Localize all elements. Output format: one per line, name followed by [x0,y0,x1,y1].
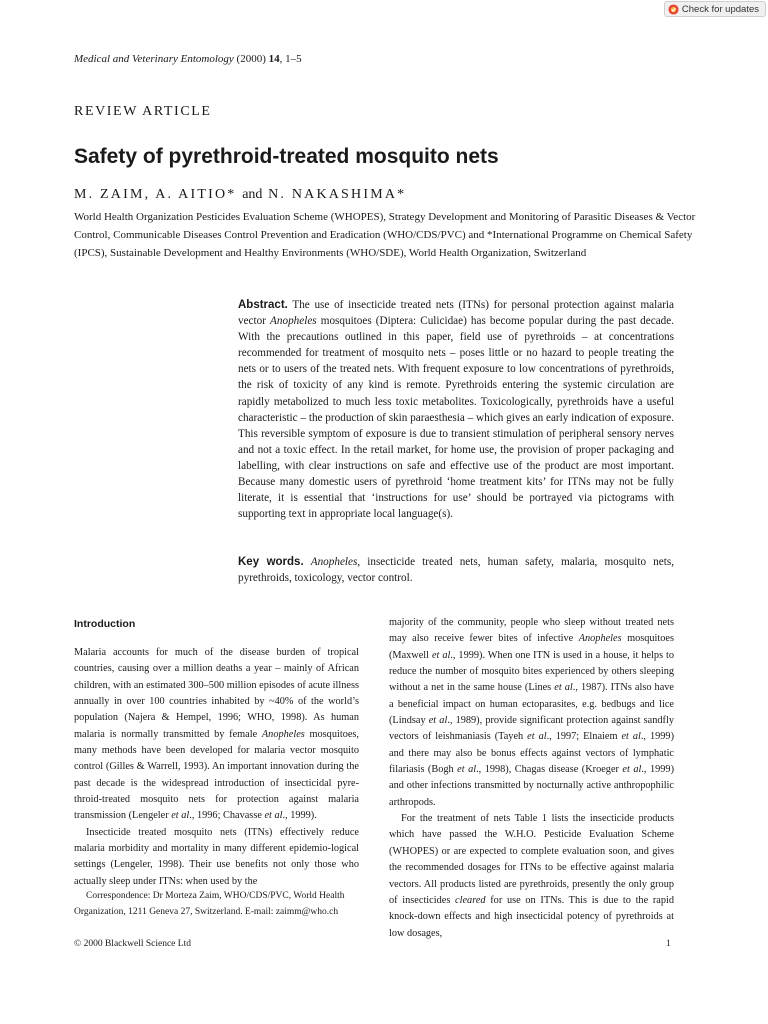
keywords-label: Key words. [238,556,304,568]
intro-p1-text-2: mosquitoes, many methods have been developed for malaria vector mosquito control (Gilles & Warrell, 1993). An important innovation during the past decade is the widespread introduction of insecticidal pyre-throid-treated mosquito nets for protection against malaria transmission (Lengeler [74,728,360,822]
page-number: 1 [666,939,671,949]
journal-volume: 14 [268,53,280,65]
body-column-right [389,615,674,942]
keywords-italic-1: Anopheles [310,556,358,568]
correspondence-footnote [74,888,362,920]
check-for-updates-button[interactable] [664,1,766,17]
journal-citation [74,52,302,66]
author-affiliation: World Health Organization Pesticides Evaluation Scheme (WHOPES), Strategy Development and Monitoring of Parasitic Diseases & Vector Control, Communicable Diseases Control Prevention and Eradication (WHO/CDS/PVC) and *International Programme on Chemical Safety (IPCS), Sustainable Development and Healthy Environments (WHO/SDE), World Health Organization, Switzerland [74,211,696,259]
right-p1-italic-1: Anopheles [578,633,622,645]
copyright-notice: © 2000 Blackwell Science Ltd [74,939,191,949]
right-p1-text-6: ., 1997; Elnaiem [546,731,622,743]
author-names-1: M. ZAIM, A. AITIO* [74,187,237,202]
abstract [238,297,674,522]
intro-p1-text-1: Malaria accounts for much of the disease burden of tropical countries, causing over a million deaths a year – mainly of African children, with an estimated 300–500 million episodes of acute illness annually in over 100 countries inhabited by ~40% of the world’s population (Najera & Hempel, 1996; WHO, 1998). As human malaria is normally transmitted by female [74,647,359,740]
author-list [74,187,406,203]
right-p1-text-8: ., 1998), Chagas disease (Kroeger [476,764,623,776]
journal-name: Medical and Veterinary Entomology [74,53,234,65]
journal-pages: , 1–5 [279,53,302,65]
right-paragraph-2 [389,811,674,942]
right-p1-italic-2: et al [431,649,451,661]
right-p1-text-5: ., 1989), provide significant protection against sandfly vectors of leishmaniasis (Tayeh [389,715,674,743]
intro-paragraph-1 [74,645,359,825]
right-p2-text-1: For the treatment of nets Table 1 lists the insecticide products which have passed the W.H.O. Pesticide Evaluation Scheme (WHOPES) or are expected to complete evaluation soon, and gives the recommended dosages for ITNs to be effective against malaria vectors. All products listed are pyrethroids, presently the only group of insecticides [389,813,674,906]
intro-p1-italic-3: et al [264,810,283,822]
abstract-text-2: mosquitoes (Diptera: Culicidae) has become popular during the past decade. With the precautions outlined in this paper, field use of pyrethroids – at concentrations recommended for treatment of mosquito nets – poses little or no hazard to people treating the nets or to users of the treated nets. With frequent exposure to low concentrations of pyrethroids, the risk of toxicity of any kind is remote. Pyrethroids entering the systemic circulation are rapidly metabolized to much less toxic metabolites. Toxicologically, pyrethroids have a useful characteristic – the production of skin paraesthesia – which gives an early indication of exposure. This reversible symptom of exposure is due to transient stimulation of peripheral sensory nerves and not a toxic effect. In the retail market, for home use, the provision of proper packaging and labelling, with clear instructions on safe and effective use of the product are most important. Because many domestic users of pyrethroid ‘home treatment kits’ for ITNs may not be fully literate, it is essential that ‘instructions for use’ should be portrayed via pictograms with supporting text in appropriate local language(s). [238,315,675,521]
right-p2-italic-1: cleared [455,894,486,906]
right-p1-italic-4: et al [428,715,448,727]
right-p1-italic-6: et al [621,731,641,743]
body-column-left [74,645,359,890]
paper-title: Safety of pyrethroid-treated mosquito nets [74,145,499,168]
article-type: REVIEW ARTICLE [74,104,212,119]
section-heading-introduction: Introduction [74,618,136,630]
abstract-italic-1: Anopheles [270,315,317,328]
intro-p1-text-3: ., 1996; Chavasse [189,810,265,822]
right-p1-text-1: majority of the community, people who sleep without treated nets may also receive fewer bites of infective [389,617,674,645]
author-conjunction: and [242,187,263,202]
right-p1-text-7: ., 1999) and there may also be bonus effects against vectors of lymphatic filariasis (Bogh [389,731,675,776]
right-p1-text-4: ., 1987). ITNs also have a beneficial impact on human ectoparasites, e.g. bedbugs and lice (Lindsay [389,682,674,727]
author-names-2: N. NAKASHIMA* [268,187,407,202]
intro-p1-text-4: ., 1999). [282,810,317,822]
right-p1-text-3: ., 1999). When one ITN is used in a house, it helps to reduce the number of mosquito bites experienced by others sleeping without a net in the same house (Lines [389,649,675,694]
intro-paragraph-2: Insecticide treated mosquito nets (ITNs) effectively reduce malaria morbidity and mortality in many different epidemio-logical settings (Lengeler, 1998). Their use benefits not only those who actually sleep under ITNs: when used by the [74,826,359,887]
correspondence-text: Correspondence: Dr Morteza Zaim, WHO/CDS/PVC, World Health Organization, 1211 Geneva 27, Switzerland. E-mail: zaimm@who.ch [74,891,345,917]
right-p2-text-2: for use on ITNs. This is due to the rapid knock-down effects and high insecticidal potency of pyrethroids at low dosages, [389,894,675,939]
intro-p1-italic-2: et al [171,810,190,822]
right-p1-italic-8: et al [622,764,642,776]
right-p1-italic-3: et al [554,682,573,694]
abstract-label: Abstract. [238,299,288,311]
right-paragraph-1 [389,615,674,811]
right-p1-italic-7: et al [457,764,477,776]
abstract-text-1: The use of insecticide treated nets (ITNs) for personal protection against malaria vector [238,299,674,328]
journal-year: (2000) [236,53,266,65]
right-p1-text-9: ., 1999) and other infections transmitted by nocturnally active anthropophilic arthropods. [389,764,674,808]
update-check-icon [668,4,679,15]
right-p1-italic-5: et al [527,731,547,743]
keywords [238,554,674,586]
right-p1-text-2: mosquitoes (Maxwell [389,633,674,661]
check-for-updates-label: Check for updates [681,3,759,15]
intro-p1-italic-1: Anopheles [261,728,305,740]
keywords-text: , insecticide treated nets, human safety, malaria, mosquito nets, pyrethroids, toxicology, vector control. [238,556,675,585]
